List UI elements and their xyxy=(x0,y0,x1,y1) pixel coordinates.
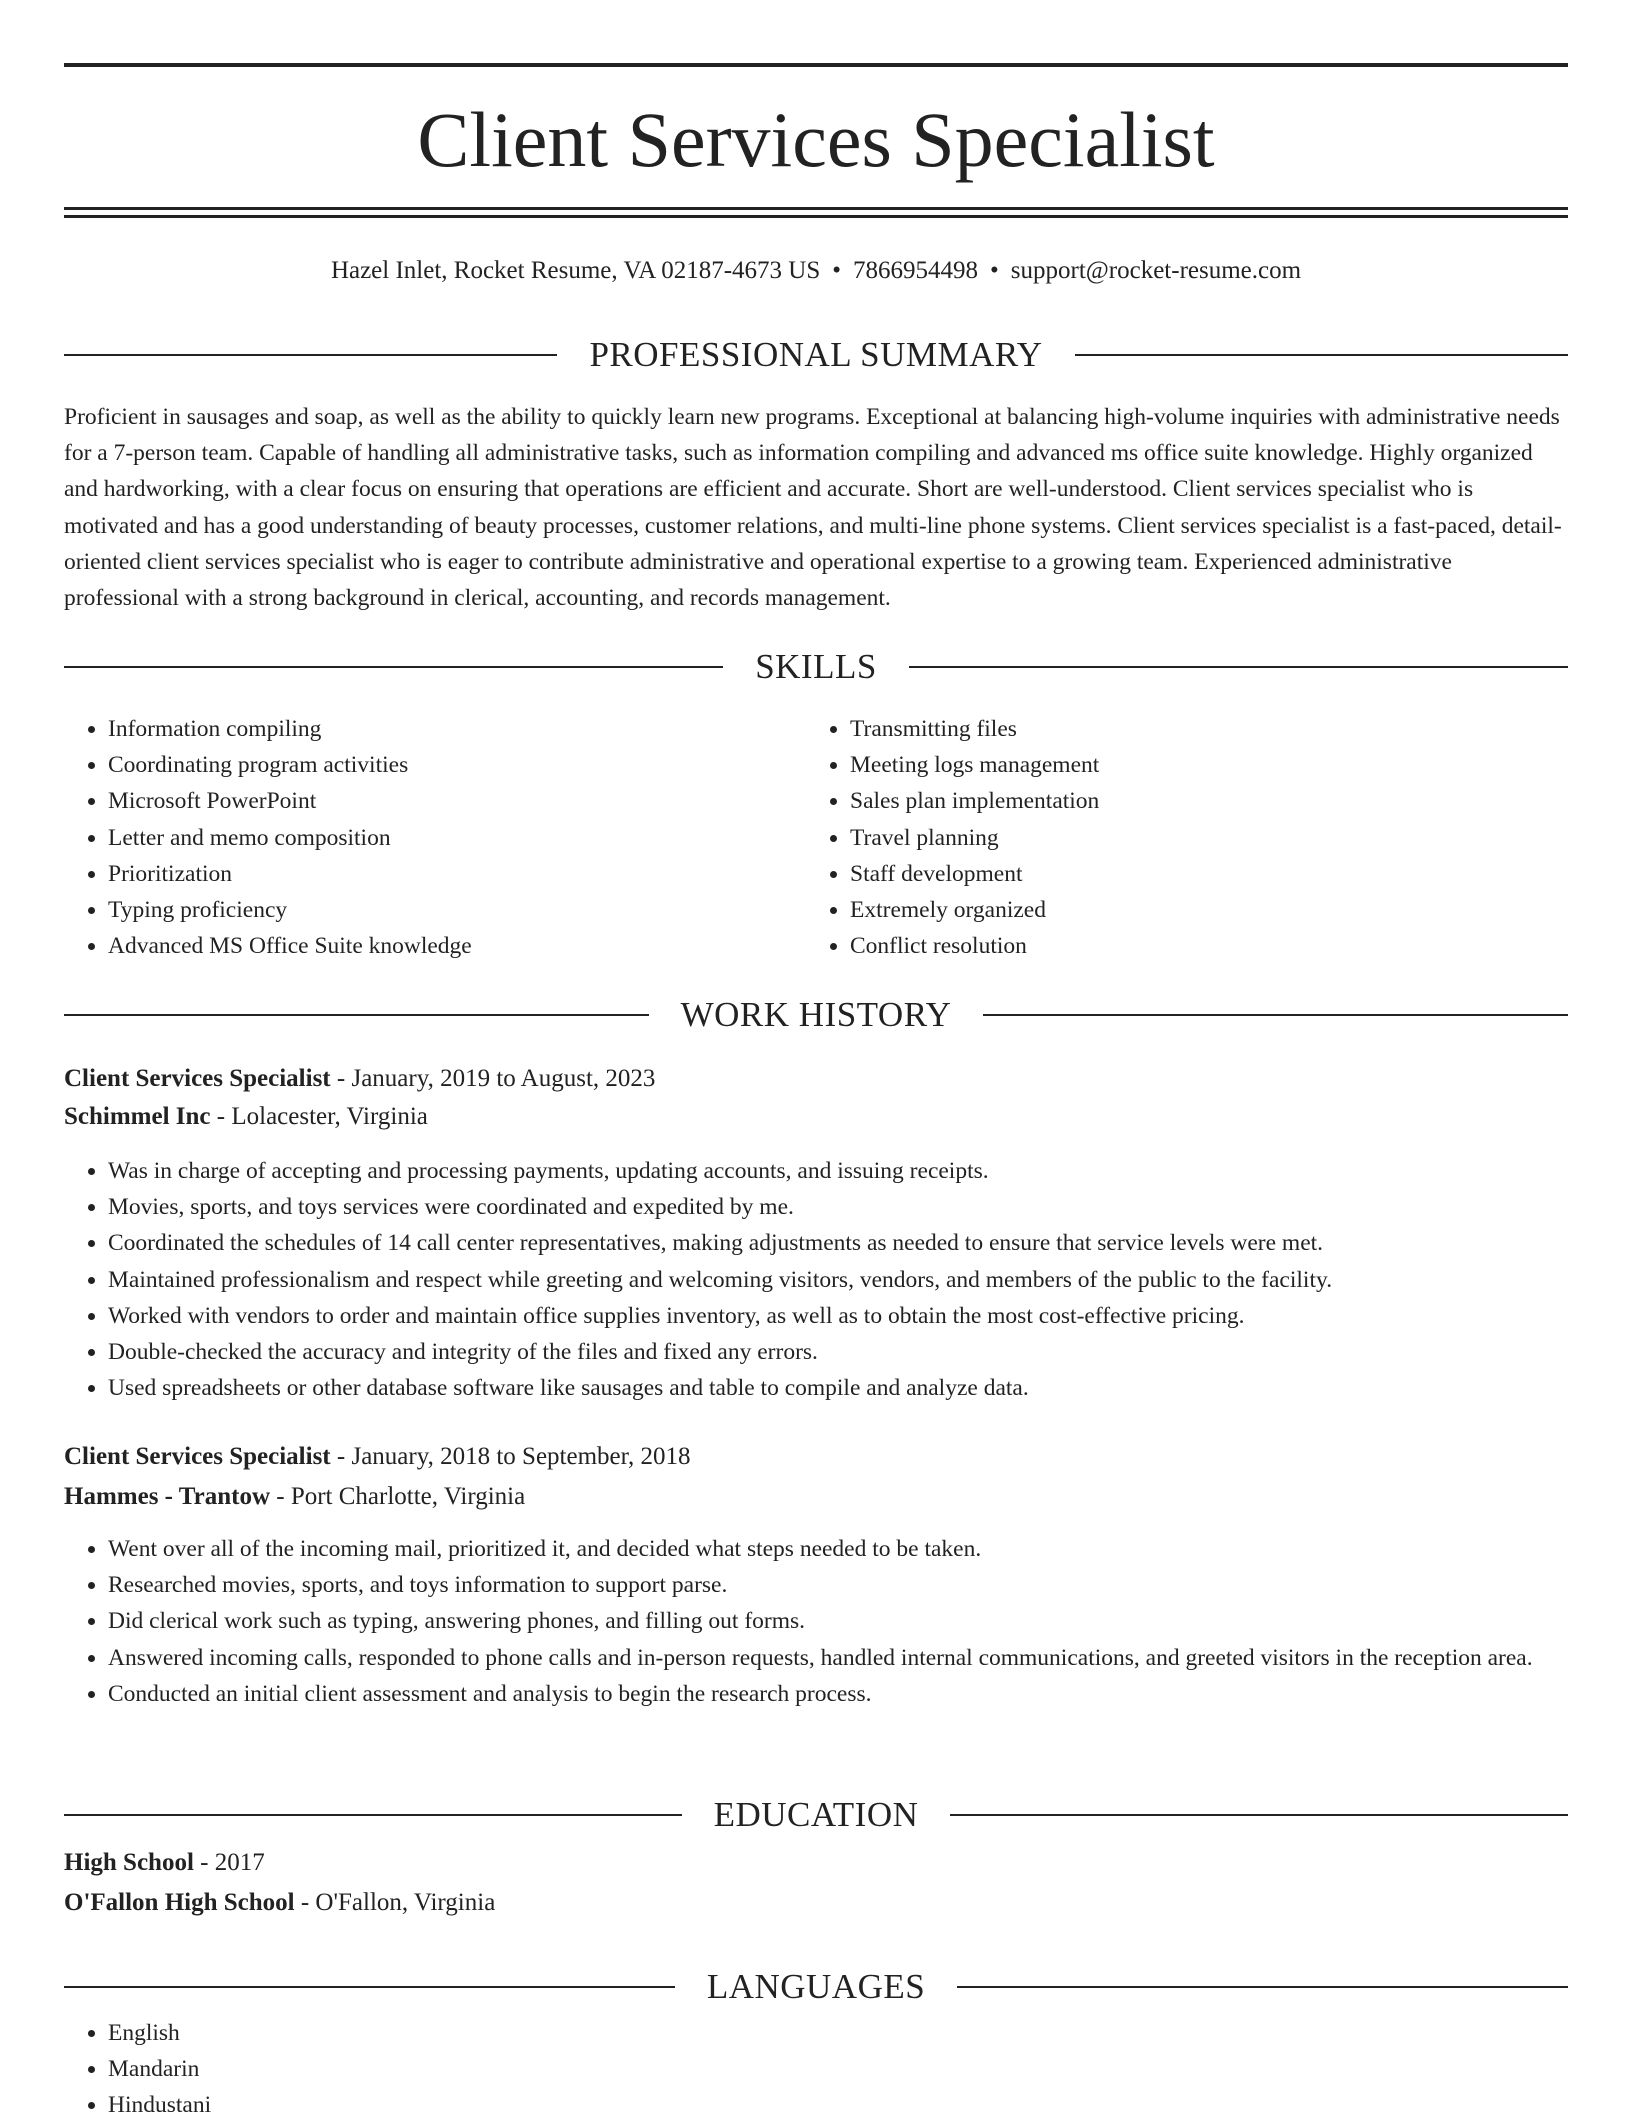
contact-phone: 7866954498 xyxy=(853,257,978,284)
skill-item: • Coordinating program activities xyxy=(108,747,808,783)
section-rule xyxy=(64,1986,675,1988)
job-bullet: • Maintained professionalism and respect while greeting and welcoming visitors, vendors, and members of the public to the facility. xyxy=(108,1262,1568,1298)
contact-email: support@rocket-resume.com xyxy=(1010,257,1302,284)
language-item: • Mandarin xyxy=(108,2051,808,2087)
job-title: Client Services Specialist xyxy=(64,1443,331,1470)
education-year: - 2017 xyxy=(193,1849,265,1876)
job-bullet: • Conducted an initial client assessment and analysis to begin the research process. xyxy=(108,1676,1568,1712)
job-bullets xyxy=(64,1153,1568,1406)
section-rule xyxy=(1075,354,1568,356)
header-bottom-rule-2 xyxy=(64,215,1568,218)
section-header-education xyxy=(64,1795,1568,1835)
language-item: • Hindustani xyxy=(108,2087,808,2123)
job-dates: - January, 2019 to August, 2023 xyxy=(330,1065,656,1092)
job-company: Schimmel Inc xyxy=(64,1103,211,1130)
job-title: Client Services Specialist xyxy=(64,1065,331,1092)
job-bullet: • Used spreadsheets or other database software like sausages and table to compile and analyze data. xyxy=(108,1370,1568,1406)
job-dates: - January, 2018 to September, 2018 xyxy=(330,1443,691,1470)
languages-list xyxy=(64,2015,808,2124)
education-degree: High School xyxy=(64,1849,194,1876)
job-bullet: • Movies, sports, and toys services were coordinated and expedited by me. xyxy=(108,1189,1568,1225)
job-bullets xyxy=(64,1531,1568,1712)
job-title-line xyxy=(64,1439,1568,1475)
skill-item: • Staff development xyxy=(850,856,1550,892)
section-rule xyxy=(909,666,1568,668)
education-location: - O'Fallon, Virginia xyxy=(294,1889,496,1916)
job-bullet: • Worked with vendors to order and maintain office supplies inventory, as well as to obtain the most cost-effective pricing. xyxy=(108,1298,1568,1334)
summary-text: Proficient in sausages and soap, as well as the ability to quickly learn new programs. Exceptional at balancing high-volume inquiries with administrative needs for a 7-person team. Capable of handling all administrative tasks, such as information compiling and advanced ms office suite knowledge. Highly organized and hardworking, with a clear focus on ensuring that operations are efficient and accurate. Short are well-understood. Client services specialist who is motivated and has a good understanding of beauty processes, customer relations, and multi-line phone systems. Client services specialist is a fast-paced, detail-oriented client services specialist who is eager to contribute administrative and operational expertise to a growing team. Experienced administrative professional with a strong background in clerical, accounting, and records management. xyxy=(64,404,1562,612)
section-rule xyxy=(957,1986,1568,1988)
header-bottom-rule-1 xyxy=(64,207,1568,210)
contact-separator: • xyxy=(990,257,999,284)
education-school: O'Fallon High School xyxy=(64,1889,295,1916)
skill-item: • Conflict resolution xyxy=(850,928,1550,964)
education-degree-line xyxy=(64,1845,1568,1881)
education-school-line xyxy=(64,1885,1568,1921)
section-rule xyxy=(983,1014,1568,1016)
skills-list-right xyxy=(806,711,1550,964)
skill-item: • Meeting logs management xyxy=(850,747,1550,783)
section-title: LANGUAGES xyxy=(706,1967,926,2006)
job-bullet: • Answered incoming calls, responded to phone calls and in-person requests, handled internal communications, and greeted visitors in the reception area. xyxy=(108,1640,1568,1676)
job-bullet: • Went over all of the incoming mail, prioritized it, and decided what steps needed to be taken. xyxy=(108,1531,1568,1567)
skill-item: • Typing proficiency xyxy=(108,892,808,928)
job-bullet: • Researched movies, sports, and toys information to support parse. xyxy=(108,1567,1568,1603)
skill-item: • Sales plan implementation xyxy=(850,783,1550,819)
header-top-rule xyxy=(64,63,1568,67)
job-title-line xyxy=(64,1061,1568,1097)
section-header-languages xyxy=(64,1967,1568,2007)
section-header-summary xyxy=(64,335,1568,375)
page-title: Client Services Specialist xyxy=(417,96,1215,183)
skill-item: • Transmitting files xyxy=(850,711,1550,747)
language-item: • English xyxy=(108,2015,808,2051)
section-header-work-history xyxy=(64,995,1568,1035)
skill-item: • Prioritization xyxy=(108,856,808,892)
job-location: - Port Charlotte, Virginia xyxy=(270,1483,526,1510)
contact-line xyxy=(64,254,1568,288)
section-rule xyxy=(950,1814,1568,1816)
contact-separator: • xyxy=(832,257,841,284)
job-company: Hammes - Trantow xyxy=(64,1483,270,1510)
skill-item: • Advanced MS Office Suite knowledge xyxy=(108,928,808,964)
job-bullet: • Coordinated the schedules of 14 call center representatives, making adjustments as needed to ensure that service levels were met. xyxy=(108,1225,1568,1261)
section-rule xyxy=(64,666,723,668)
job-bullet: • Was in charge of accepting and processing payments, updating accounts, and issuing receipts. xyxy=(108,1153,1568,1189)
skill-item: • Letter and memo composition xyxy=(108,820,808,856)
skill-item: • Extremely organized xyxy=(850,892,1550,928)
skill-item: • Information compiling xyxy=(108,711,808,747)
section-rule xyxy=(64,354,557,356)
section-rule xyxy=(64,1014,649,1016)
section-rule xyxy=(64,1814,682,1816)
section-header-skills xyxy=(64,647,1568,687)
section-title: WORK HISTORY xyxy=(680,995,952,1034)
job-company-line xyxy=(64,1099,1568,1135)
contact-address: Hazel Inlet, Rocket Resume, VA 02187-4673 US xyxy=(330,257,821,284)
skill-item: • Microsoft PowerPoint xyxy=(108,783,808,819)
job-company-line xyxy=(64,1479,1568,1515)
section-title: EDUCATION xyxy=(713,1795,919,1834)
job-bullet: • Double-checked the accuracy and integrity of the files and fixed any errors. xyxy=(108,1334,1568,1370)
job-bullet: • Did clerical work such as typing, answering phones, and filling out forms. xyxy=(108,1603,1568,1639)
section-title: PROFESSIONAL SUMMARY xyxy=(589,335,1043,374)
skills-list-left xyxy=(64,711,808,964)
job-location: - Lolacester, Virginia xyxy=(210,1103,428,1130)
section-title: SKILLS xyxy=(755,647,877,686)
skill-item: • Travel planning xyxy=(850,820,1550,856)
